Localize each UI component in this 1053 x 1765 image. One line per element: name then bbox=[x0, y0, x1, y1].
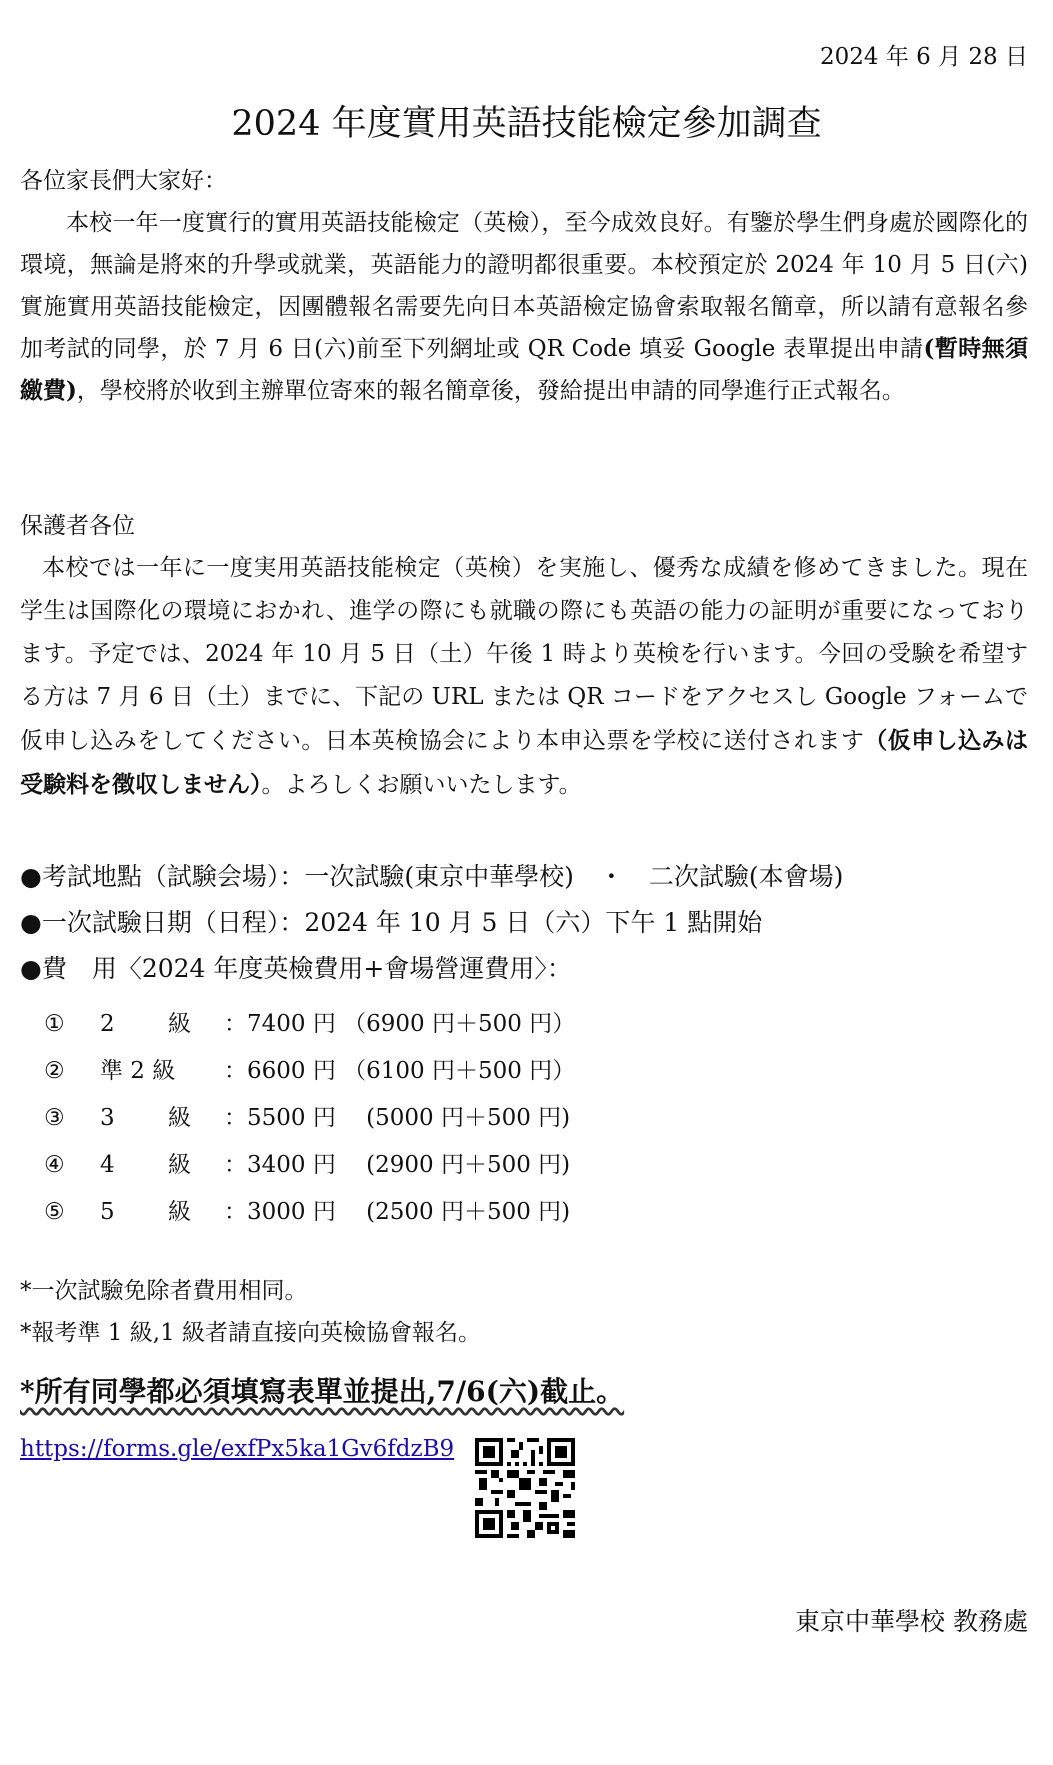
qr-code-icon[interactable] bbox=[475, 1438, 575, 1538]
japanese-body-bold: （仮申し込みは受験料を徴収しません） bbox=[20, 727, 1029, 798]
fee-grade: 準 2 級 bbox=[100, 1058, 176, 1084]
fee-number: ④ bbox=[44, 1152, 65, 1178]
google-form-link[interactable]: https://forms.gle/exfPx5ka1Gv6fdzB9 bbox=[20, 1436, 455, 1462]
chinese-body bbox=[20, 202, 1028, 412]
exam-location: ●考試地點（試験会場）：一次試驗(東京中華學校) ・ 二次試驗(本會場) bbox=[20, 862, 844, 891]
fee-row bbox=[44, 1005, 575, 1038]
fee-number: ③ bbox=[44, 1105, 65, 1131]
fee-price: ：6600 円 （6100 円＋500 円） bbox=[224, 1058, 576, 1084]
fee-price: ：7400 円 （6900 円＋500 円） bbox=[224, 1011, 576, 1037]
note-grade-1: *報考準 1 級,1 級者請直接向英檢協會報名。 bbox=[20, 1320, 482, 1346]
note-exemption: *一次試驗免除者費用相同。 bbox=[20, 1278, 308, 1304]
fee-grade: 3 級 bbox=[100, 1105, 191, 1131]
chinese-section bbox=[20, 160, 1028, 412]
exam-date: ●一次試驗日期（日程）：2024 年 10 月 5 日（六）下午 1 點開始 bbox=[20, 908, 763, 937]
chinese-body-text-1: 本校一年一度實行的實用英語技能檢定（英檢），至今成效良好。有鑒於學生們身處於國際化的環境，無論是將來的升學或就業，英語能力的證明都很重要。本校預定於 2024 年 10 月 5 日(六)實施實用英語技能檢定，因團體報名需要先向日本英語檢定協會索取報名簡章，所以請有意報名參加考試的同學，於 7 月 6 日(六)前至下列網址或 QR Code 填妥 Google 表單提出申請 bbox=[20, 210, 1028, 362]
fee-grade: 2 級 bbox=[100, 1011, 191, 1037]
japanese-section bbox=[20, 505, 1028, 807]
document-date: 2024 年 6 月 28 日 bbox=[820, 44, 1028, 70]
japanese-greeting: 保護者各位 bbox=[20, 513, 135, 539]
fee-price: ：3000 円 (2500 円＋500 円) bbox=[224, 1199, 571, 1225]
fee-number: ② bbox=[44, 1058, 65, 1084]
fee-row bbox=[44, 1052, 575, 1085]
japanese-body-text-2: 。よろしくお願いいたします。 bbox=[261, 772, 582, 798]
signature: 東京中華學校 教務處 bbox=[795, 1607, 1028, 1636]
fee-grade: 4 級 bbox=[100, 1152, 191, 1178]
document-title: 2024 年度實用英語技能檢定參加調查 bbox=[231, 104, 822, 144]
fee-grade: 5 級 bbox=[100, 1199, 191, 1225]
chinese-body-bold: (暫時無須繳費) bbox=[20, 335, 1028, 404]
fee-price: ：5500 円 (5000 円＋500 円) bbox=[224, 1105, 571, 1131]
japanese-body bbox=[20, 547, 1028, 807]
chinese-greeting: 各位家長們大家好： bbox=[20, 168, 227, 194]
fee-row bbox=[44, 1146, 570, 1179]
fee-heading: ●費 用〈2024 年度英檢費用+會場營運費用〉： bbox=[20, 954, 572, 983]
deadline-notice: *所有同學都必須填寫表單並提出,7/6(六)截止。 bbox=[20, 1375, 625, 1408]
chinese-body-text-2: ，學校將於收到主辦單位寄來的報名簡章後，發給提出申請的同學進行正式報名。 bbox=[76, 378, 905, 404]
fee-row bbox=[44, 1099, 570, 1132]
fee-price: ：3400 円 (2900 円＋500 円) bbox=[224, 1152, 571, 1178]
japanese-body-text-1: 本校では一年に一度実用英語技能検定（英検）を実施し、優秀な成績を修めてきました。現在学生は国際化の環境におかれ、進学の際にも就職の際にも英語の能力の証明が重要になっております。予定では、2024 年 10 月 5 日（土）午後 1 時より英検を行います。今回の受験を希望する方は 7 月 6 日（土）までに、下記の URL または QR コードをアクセスし Google フォームで仮申し込みをしてください。日本英検協会により本申込票を学校に送付されます bbox=[20, 555, 1028, 754]
fee-number: ① bbox=[44, 1011, 65, 1037]
fee-number: ⑤ bbox=[44, 1199, 65, 1225]
fee-row bbox=[44, 1193, 570, 1226]
